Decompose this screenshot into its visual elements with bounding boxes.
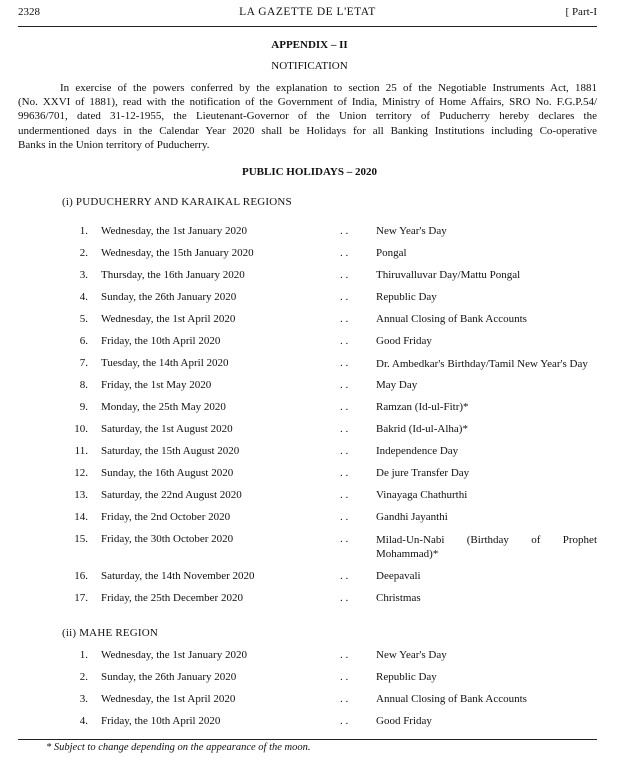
holiday-date: Friday, the 10th April 2020 bbox=[101, 715, 221, 727]
leader-dots: . . bbox=[340, 357, 349, 369]
holiday-date: Wednesday, the 1st April 2020 bbox=[101, 693, 236, 705]
holiday-date: Tuesday, the 14th April 2020 bbox=[101, 357, 229, 369]
row-number: 1. bbox=[79, 649, 88, 661]
holiday-name: Annual Closing of Bank Accounts bbox=[376, 693, 527, 705]
row-number: 3. bbox=[79, 693, 88, 705]
leader-dots: . . bbox=[340, 269, 349, 281]
holiday-row bbox=[0, 225, 619, 239]
leader-dots: . . bbox=[340, 671, 349, 683]
holiday-row bbox=[0, 445, 619, 459]
holiday-name: Vinayaga Chathurthi bbox=[376, 489, 468, 501]
leader-dots: . . bbox=[340, 489, 349, 501]
gazette-title: LA GAZETTE DE L'ETAT bbox=[239, 6, 376, 18]
leader-dots: . . bbox=[340, 225, 349, 237]
holiday-name: Pongal bbox=[376, 247, 407, 259]
row-number: 4. bbox=[79, 715, 88, 727]
row-number: 1. bbox=[79, 225, 88, 237]
holiday-date: Saturday, the 22nd August 2020 bbox=[101, 489, 242, 501]
header-rule bbox=[18, 26, 597, 27]
leader-dots: . . bbox=[340, 693, 349, 705]
holiday-date: Friday, the 10th April 2020 bbox=[101, 335, 221, 347]
paragraph-line: undermentioned days in the Calendar Year 2020 shall be Holidays for all Banking Institutions including Co-operative bbox=[18, 124, 597, 137]
holiday-date: Friday, the 1st May 2020 bbox=[101, 379, 212, 391]
holiday-name: Good Friday bbox=[376, 335, 432, 347]
paragraph-line: 99636/701, dated 31-12-1955, the Lieutenant-Governor of the Union territory of Puducherry hereby declares the bbox=[18, 110, 597, 123]
footnote: * Subject to change depending on the appearance of the moon. bbox=[46, 742, 311, 753]
row-number: 9. bbox=[79, 401, 88, 413]
leader-dots: . . bbox=[340, 423, 349, 435]
leader-dots: . . bbox=[340, 401, 349, 413]
holiday-name: May Day bbox=[376, 379, 418, 391]
footer-rule bbox=[18, 739, 597, 740]
holiday-date: Wednesday, the 15th January 2020 bbox=[101, 247, 254, 259]
row-number: 6. bbox=[79, 335, 88, 347]
holiday-name: Bakrid (Id-ul-Alha)* bbox=[376, 423, 468, 435]
row-number: 16. bbox=[74, 570, 88, 582]
holiday-name: Deepavali bbox=[376, 570, 421, 582]
page-header bbox=[18, 6, 597, 24]
holiday-name: Dr. Ambedkar's Birthday/Tamil New Year's Day bbox=[376, 358, 588, 370]
leader-dots: . . bbox=[340, 379, 349, 391]
holiday-date: Friday, the 2nd October 2020 bbox=[101, 511, 231, 523]
holiday-row bbox=[0, 467, 619, 481]
holiday-row bbox=[0, 269, 619, 283]
notification-title: NOTIFICATION bbox=[271, 60, 348, 72]
region-title-mahe: (ii) MAHE REGION bbox=[62, 627, 159, 639]
holiday-row bbox=[0, 401, 619, 415]
holiday-row bbox=[0, 489, 619, 503]
holiday-name: De jure Transfer Day bbox=[376, 467, 470, 479]
row-number: 17. bbox=[74, 592, 88, 604]
paragraph-line: (No. XXVI of 1881), read with the notification of the Government of India, Ministry of Home Affairs, SRO No. F.G.P.54/ bbox=[18, 96, 597, 109]
holiday-row bbox=[0, 693, 619, 707]
row-number: 15. bbox=[74, 533, 88, 545]
holiday-date: Thursday, the 16th January 2020 bbox=[101, 269, 245, 281]
holiday-name: Republic Day bbox=[376, 291, 437, 303]
holiday-row bbox=[0, 570, 619, 584]
row-number: 4. bbox=[79, 291, 88, 303]
holiday-name: Republic Day bbox=[376, 671, 437, 683]
holiday-date: Monday, the 25th May 2020 bbox=[101, 401, 226, 413]
holiday-date: Wednesday, the 1st January 2020 bbox=[101, 649, 247, 661]
holiday-row bbox=[0, 291, 619, 305]
public-holidays-title: PUBLIC HOLIDAYS – 2020 bbox=[242, 166, 377, 178]
holiday-name: Annual Closing of Bank Accounts bbox=[376, 313, 527, 325]
leader-dots: . . bbox=[340, 335, 349, 347]
holiday-row bbox=[0, 357, 619, 371]
holiday-row bbox=[0, 715, 619, 729]
holiday-date: Saturday, the 14th November 2020 bbox=[101, 570, 255, 582]
holiday-name: Ramzan (Id-ul-Fitr)* bbox=[376, 401, 469, 413]
holiday-row bbox=[0, 511, 619, 525]
holiday-row bbox=[0, 335, 619, 349]
holiday-date: Saturday, the 15th August 2020 bbox=[101, 445, 240, 457]
holiday-name: Gandhi Jayanthi bbox=[376, 511, 448, 523]
holiday-row bbox=[0, 247, 619, 261]
row-number: 5. bbox=[79, 313, 88, 325]
holiday-date: Saturday, the 1st August 2020 bbox=[101, 423, 233, 435]
holiday-date: Sunday, the 26th January 2020 bbox=[101, 671, 237, 683]
holiday-date: Wednesday, the 1st April 2020 bbox=[101, 313, 236, 325]
holiday-name: Christmas bbox=[376, 592, 421, 604]
leader-dots: . . bbox=[340, 445, 349, 457]
leader-dots: . . bbox=[340, 570, 349, 582]
row-number: 2. bbox=[79, 671, 88, 683]
holiday-name: Milad-Un-Nabi (Birthday of Prophet Mohammad)* bbox=[376, 534, 597, 560]
leader-dots: . . bbox=[340, 467, 349, 479]
leader-dots: . . bbox=[340, 715, 349, 727]
holiday-row bbox=[0, 671, 619, 685]
row-number: 13. bbox=[74, 489, 88, 501]
row-number: 8. bbox=[79, 379, 88, 391]
holiday-name: Good Friday bbox=[376, 715, 432, 727]
row-number: 2. bbox=[79, 247, 88, 259]
holiday-row bbox=[0, 313, 619, 327]
row-number: 14. bbox=[74, 511, 88, 523]
holiday-date: Sunday, the 26th January 2020 bbox=[101, 291, 237, 303]
holiday-date: Friday, the 30th October 2020 bbox=[101, 533, 234, 545]
holiday-name: Thiruvalluvar Day/Mattu Pongal bbox=[376, 269, 521, 281]
holiday-date: Friday, the 25th December 2020 bbox=[101, 592, 243, 604]
holiday-name: Independence Day bbox=[376, 445, 459, 457]
page-number: 2328 bbox=[18, 6, 40, 18]
row-number: 12. bbox=[74, 467, 88, 479]
notification-paragraph bbox=[18, 81, 597, 152]
holiday-name: New Year's Day bbox=[376, 649, 447, 661]
row-number: 10. bbox=[74, 423, 88, 435]
leader-dots: . . bbox=[340, 533, 349, 545]
holiday-name: New Year's Day bbox=[376, 225, 447, 237]
holiday-row bbox=[0, 379, 619, 393]
holiday-date: Wednesday, the 1st January 2020 bbox=[101, 225, 247, 237]
holiday-row bbox=[0, 423, 619, 437]
holiday-row bbox=[0, 649, 619, 663]
row-number: 7. bbox=[79, 357, 88, 369]
leader-dots: . . bbox=[340, 313, 349, 325]
leader-dots: . . bbox=[340, 291, 349, 303]
paragraph-line: In exercise of the powers conferred by the explanation to section 25 of the Negotiable Instruments Act, 1881 bbox=[60, 82, 597, 94]
region-title-puducherry: (i) PUDUCHERRY AND KARAIKAL REGIONS bbox=[62, 196, 292, 208]
part-label: [ Part-I bbox=[565, 6, 597, 18]
leader-dots: . . bbox=[340, 511, 349, 523]
leader-dots: . . bbox=[340, 649, 349, 661]
holiday-row bbox=[0, 592, 619, 606]
holiday-date: Sunday, the 16th August 2020 bbox=[101, 467, 234, 479]
paragraph-line: Banks in the Union territory of Puducherry. bbox=[18, 138, 210, 151]
appendix-title: APPENDIX – II bbox=[271, 39, 348, 51]
holiday-row bbox=[0, 533, 619, 560]
leader-dots: . . bbox=[340, 592, 349, 604]
leader-dots: . . bbox=[340, 247, 349, 259]
row-number: 11. bbox=[74, 445, 88, 457]
row-number: 3. bbox=[79, 269, 88, 281]
